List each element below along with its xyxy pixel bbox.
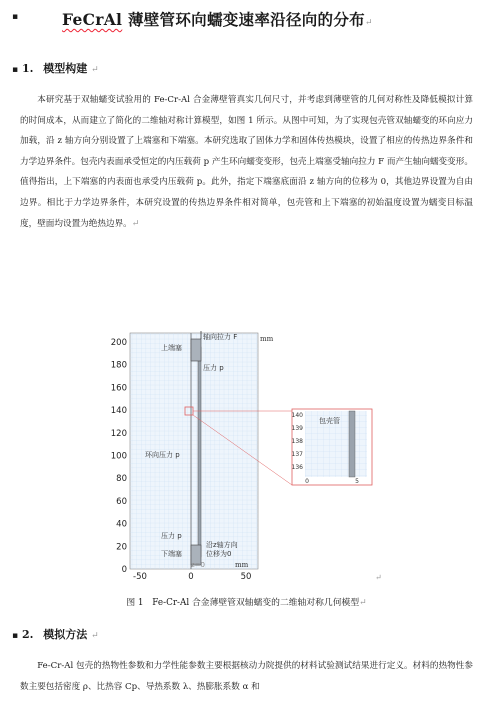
section1-heading: [12, 60, 99, 76]
inset-y-tick: 138: [291, 438, 303, 445]
inset-x-tick: 5: [355, 478, 359, 485]
y-tick: 20: [116, 542, 127, 553]
section2-heading: [12, 626, 99, 642]
x-tick: 0: [188, 572, 194, 582]
section1-title: 模型构建: [43, 62, 88, 75]
x-unit: mm: [235, 561, 249, 569]
title-strong: FeCrAl: [62, 10, 123, 29]
label-z-zero: z=0: [191, 561, 205, 569]
inset-label: 包壳管: [319, 417, 340, 425]
y-tick: 200: [110, 338, 127, 348]
paragraph-mark: ↵: [359, 598, 367, 608]
section1-bullet: ▪: [12, 65, 19, 75]
y-tick: 160: [110, 383, 127, 394]
label-pressure-bottom: 压力 p: [161, 532, 182, 540]
y-unit: mm: [260, 335, 274, 343]
label-axial-force: 轴向拉力 F: [203, 333, 238, 341]
y-tick: 80: [116, 474, 127, 485]
section2-title: 模拟方法: [43, 628, 88, 641]
label-pressure-top: 压力 p: [203, 364, 224, 372]
title-bullet: ▪: [12, 12, 19, 22]
document-title: [62, 8, 373, 30]
x-tick: -50: [133, 572, 147, 582]
section2-paragraph: [20, 656, 473, 697]
inset-y-tick: 139: [291, 425, 303, 432]
inset-y-tick: 136: [291, 464, 303, 471]
paragraph-mark: ↵: [131, 218, 140, 229]
label-bottom-plug: 下端塞: [161, 550, 182, 558]
section1-paragraph: [20, 90, 473, 234]
geometry-figure: [95, 325, 395, 583]
figure-caption: [0, 595, 493, 608]
y-tick: 40: [116, 519, 127, 530]
label-z-displacement: 沿z轴方向: [206, 541, 238, 549]
y-tick: 60: [116, 496, 127, 507]
y-tick: 120: [110, 428, 127, 439]
y-tick: 0: [121, 565, 127, 575]
x-axis-ticks: [133, 572, 251, 582]
y-axis-ticks: [111, 338, 127, 575]
caption-text: 图 1 Fe-Cr-Al 合金薄壁管双轴蠕变的二维轴对称几何模型: [126, 598, 360, 608]
label-z-displacement-2: 位移为0: [206, 550, 232, 558]
inset-x-tick: 0: [305, 478, 309, 485]
inset-y-tick: 140: [291, 412, 303, 419]
paragraph-mark: ↵: [91, 631, 99, 641]
label-top-plug: 上端塞: [161, 344, 182, 352]
paragraph-mark: ↵: [375, 573, 382, 582]
section2-number: 2.: [21, 628, 34, 641]
label-hoop-pressure: 环向压力 p: [145, 451, 180, 459]
y-tick: 140: [110, 406, 127, 417]
y-tick: 100: [110, 451, 127, 462]
section1-text: 本研究基于双轴蠕变试验用的 Fe-Cr-Al 合金薄壁管真实几何尺寸，并考虑到薄壁管的几何对称性及降低模拟计算的时间成本，从而建立了简化的二维轴对称计算模型，如图 1 所示。从图中可知，为了实现包壳管双轴蠕变的环向应力加载，沿 z 轴方向分别设置了上端塞和下端塞。本研究选取了固体力学和固体传热模块，设置了相应的传热边界条件和力学边界条件。包壳内表面承受恒定的内压载荷 p 产生环向蠕变变形，包壳上端塞受轴向拉力 F 而产生轴向蠕变变形。值得指出，上下端塞的内表面也承受内压载荷 p。此外，指定下端塞底面沿 z 轴方向的位移为 0，其他边界设置为自由边界。相比于力学边界条件，本研究设置的传热边界条件相对简单，包壳管和上下端塞的初始温度设置为蠕变目标温度，壁面均设置为绝热边界。: [20, 95, 473, 229]
inset-tube-wall: [349, 411, 355, 477]
title-rest: 薄壁管环向蠕变速率沿径向的分布: [122, 10, 365, 29]
inset-y-tick: 137: [291, 451, 303, 458]
top-plug: [191, 339, 201, 361]
x-tick: 50: [240, 572, 252, 582]
section1-number: 1.: [21, 62, 34, 75]
section2-bullet: ▪: [12, 631, 19, 641]
paragraph-mark: ↵: [364, 18, 373, 28]
paragraph-mark: ↵: [91, 65, 99, 75]
tube-wall: [198, 347, 201, 557]
section2-text: Fe-Cr-Al 包壳的热物性参数和力学性能参数主要根据核动力院提供的材料试验测试结果进行定义。材料的热物性参数主要包括密度 ρ、比热容 Cp、导热系数 λ、热膨胀系数 α 和: [20, 661, 473, 692]
y-tick: 180: [110, 360, 127, 371]
